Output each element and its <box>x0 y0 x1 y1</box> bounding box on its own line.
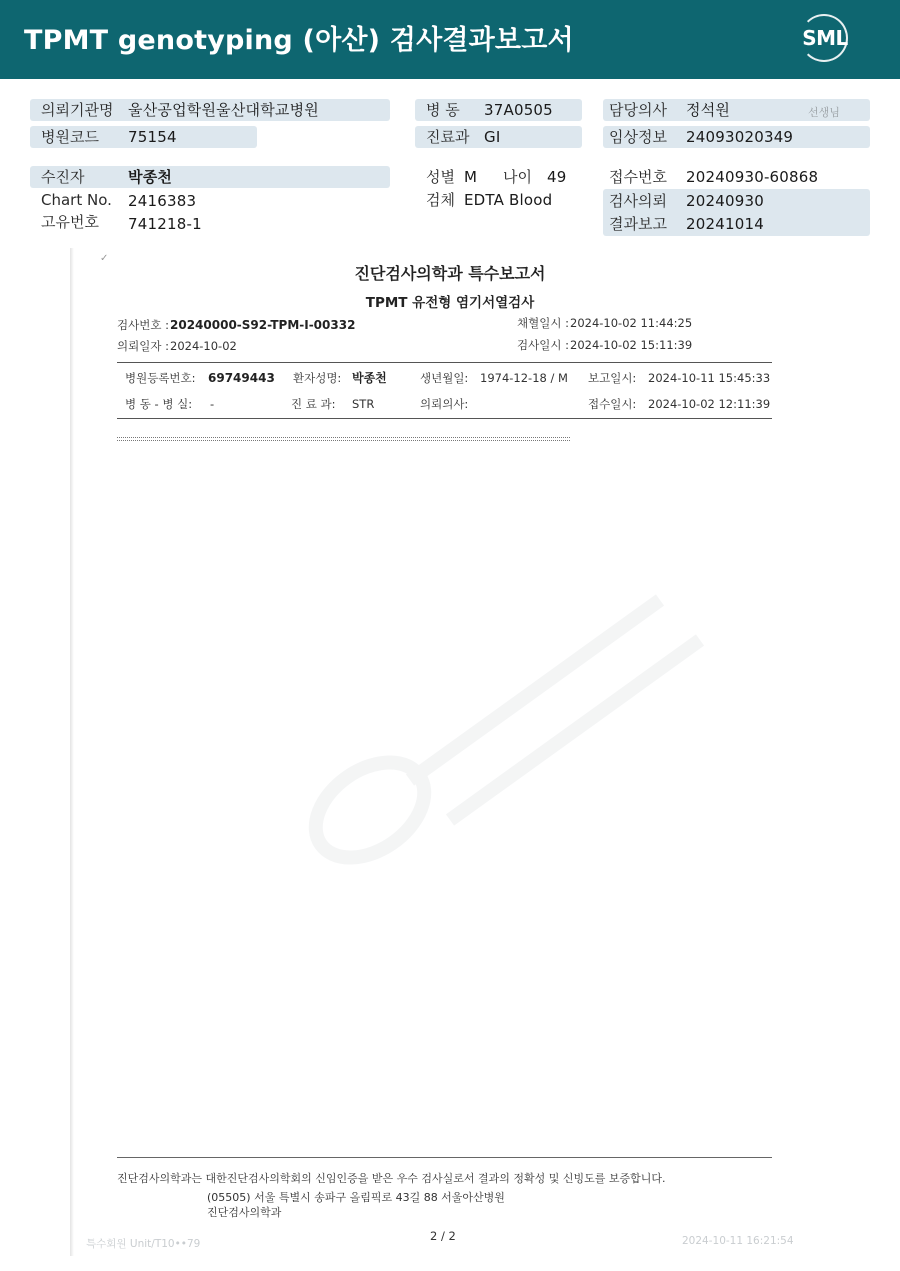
reg-no-value: 69749443 <box>208 371 275 385</box>
test-no-label: 검사번호 : <box>117 318 169 332</box>
report-rule-bottom <box>117 418 772 419</box>
header-bar <box>0 0 900 79</box>
faint-print-time: 2024-10-11 16:21:54 <box>682 1235 794 1247</box>
chart-no-label: Chart No. <box>41 191 112 209</box>
collect-value: 2024-10-02 11:44:25 <box>570 316 693 330</box>
patient-name-label: 환자성명: <box>293 371 342 385</box>
double-dotted-rule <box>117 437 570 441</box>
logo-text: SML <box>802 26 848 50</box>
report-time-value: 2024-10-11 15:45:33 <box>648 371 771 385</box>
test-no-value: 20240000-S92-TPM-I-00332 <box>170 318 356 332</box>
report-dept-label: 진 료 과: <box>291 397 336 411</box>
request-date-label: 의뢰일자 : <box>117 339 169 353</box>
request-label: 검사의뢰 <box>609 192 667 210</box>
age-label: 나이 <box>503 168 532 186</box>
report-main-title: 진단검사의학과 특수보고서 <box>354 264 546 283</box>
ward-room-value: - <box>210 397 215 411</box>
faint-unit-text: 특수회원 Unit/T10••79 <box>86 1238 201 1250</box>
doctor-value: 정석원 <box>686 101 731 119</box>
sml-logo <box>796 12 854 66</box>
doctor-suffix: 선생님 <box>808 106 840 119</box>
report-subtitle: TPMT 유전형 염기서열검사 <box>365 295 535 311</box>
patient-value: 박종천 <box>128 168 173 186</box>
hospital-code-label: 병원코드 <box>41 128 99 146</box>
report-dept-value: STR <box>352 397 375 411</box>
scan-edge-shadow <box>70 248 74 1256</box>
ward-room-label: 병 동 - 병 실: <box>125 397 193 411</box>
request-value: 20240930 <box>686 192 764 210</box>
institution-label: 의뢰기관명 <box>41 101 114 119</box>
dept-label: 진료과 <box>426 128 470 146</box>
report-value: 20241014 <box>686 215 764 233</box>
birth-label: 생년월일: <box>420 371 469 385</box>
specimen-label: 검체 <box>426 191 455 209</box>
receipt-time-label: 접수일시: <box>588 397 637 411</box>
exam-value: 2024-10-02 15:11:39 <box>570 338 693 352</box>
reg-no-label: 병원등록번호: <box>125 371 196 385</box>
sex-label: 성별 <box>426 168 455 186</box>
report-rule-top <box>117 362 772 363</box>
ward-label: 병 동 <box>426 101 460 119</box>
birth-value: 1974-12-18 / M <box>480 371 568 385</box>
unique-no-value: 741218-1 <box>128 215 202 233</box>
report-label: 결과보고 <box>609 215 667 233</box>
doctor-label: 담당의사 <box>609 101 667 119</box>
report-title: TPMT genotyping (아산) 검사결과보고서 <box>24 25 574 56</box>
specimen-value: EDTA Blood <box>464 191 553 209</box>
footer-dept: 진단검사의학과 <box>207 1206 282 1219</box>
footer-address: (05505) 서울 특별시 송파구 올림픽로 43길 88 서울아산병원 <box>207 1191 505 1204</box>
page-number: 2 / 2 <box>430 1229 456 1243</box>
clinical-value: 24093020349 <box>686 128 794 146</box>
dept-value: GI <box>484 128 501 146</box>
unique-no-label: 고유번호 <box>41 213 99 231</box>
footer-certification: 진단검사의학과는 대한진단검사의학회의 신임인증을 받은 우수 검사실로서 결과의 정확성 및 신빙도를 보증합니다. <box>117 1172 666 1185</box>
institution-value: 울산공업학원울산대학교병원 <box>128 101 319 119</box>
patient-label: 수진자 <box>41 168 85 186</box>
receipt-time-value: 2024-10-02 12:11:39 <box>648 397 771 411</box>
ward-value: 37A0505 <box>484 101 553 119</box>
footer-rule <box>117 1157 772 1158</box>
report-time-label: 보고일시: <box>588 371 637 385</box>
hospital-code-value: 75154 <box>128 128 177 146</box>
sex-value: M <box>464 168 478 186</box>
exam-label: 검사일시 : <box>517 338 569 352</box>
receipt-value: 20240930-60868 <box>686 168 819 186</box>
chart-no-value: 2416383 <box>128 192 197 210</box>
age-value: 49 <box>547 168 567 186</box>
req-doctor-label: 의뢰의사: <box>420 397 469 411</box>
collect-label: 채혈일시 : <box>517 316 569 330</box>
request-date-value: 2024-10-02 <box>170 339 237 353</box>
clinical-label: 임상정보 <box>609 128 667 146</box>
patient-name-value: 박종천 <box>352 371 387 385</box>
receipt-label: 접수번호 <box>609 168 667 186</box>
scan-mark-icon: ✓ <box>100 253 109 264</box>
